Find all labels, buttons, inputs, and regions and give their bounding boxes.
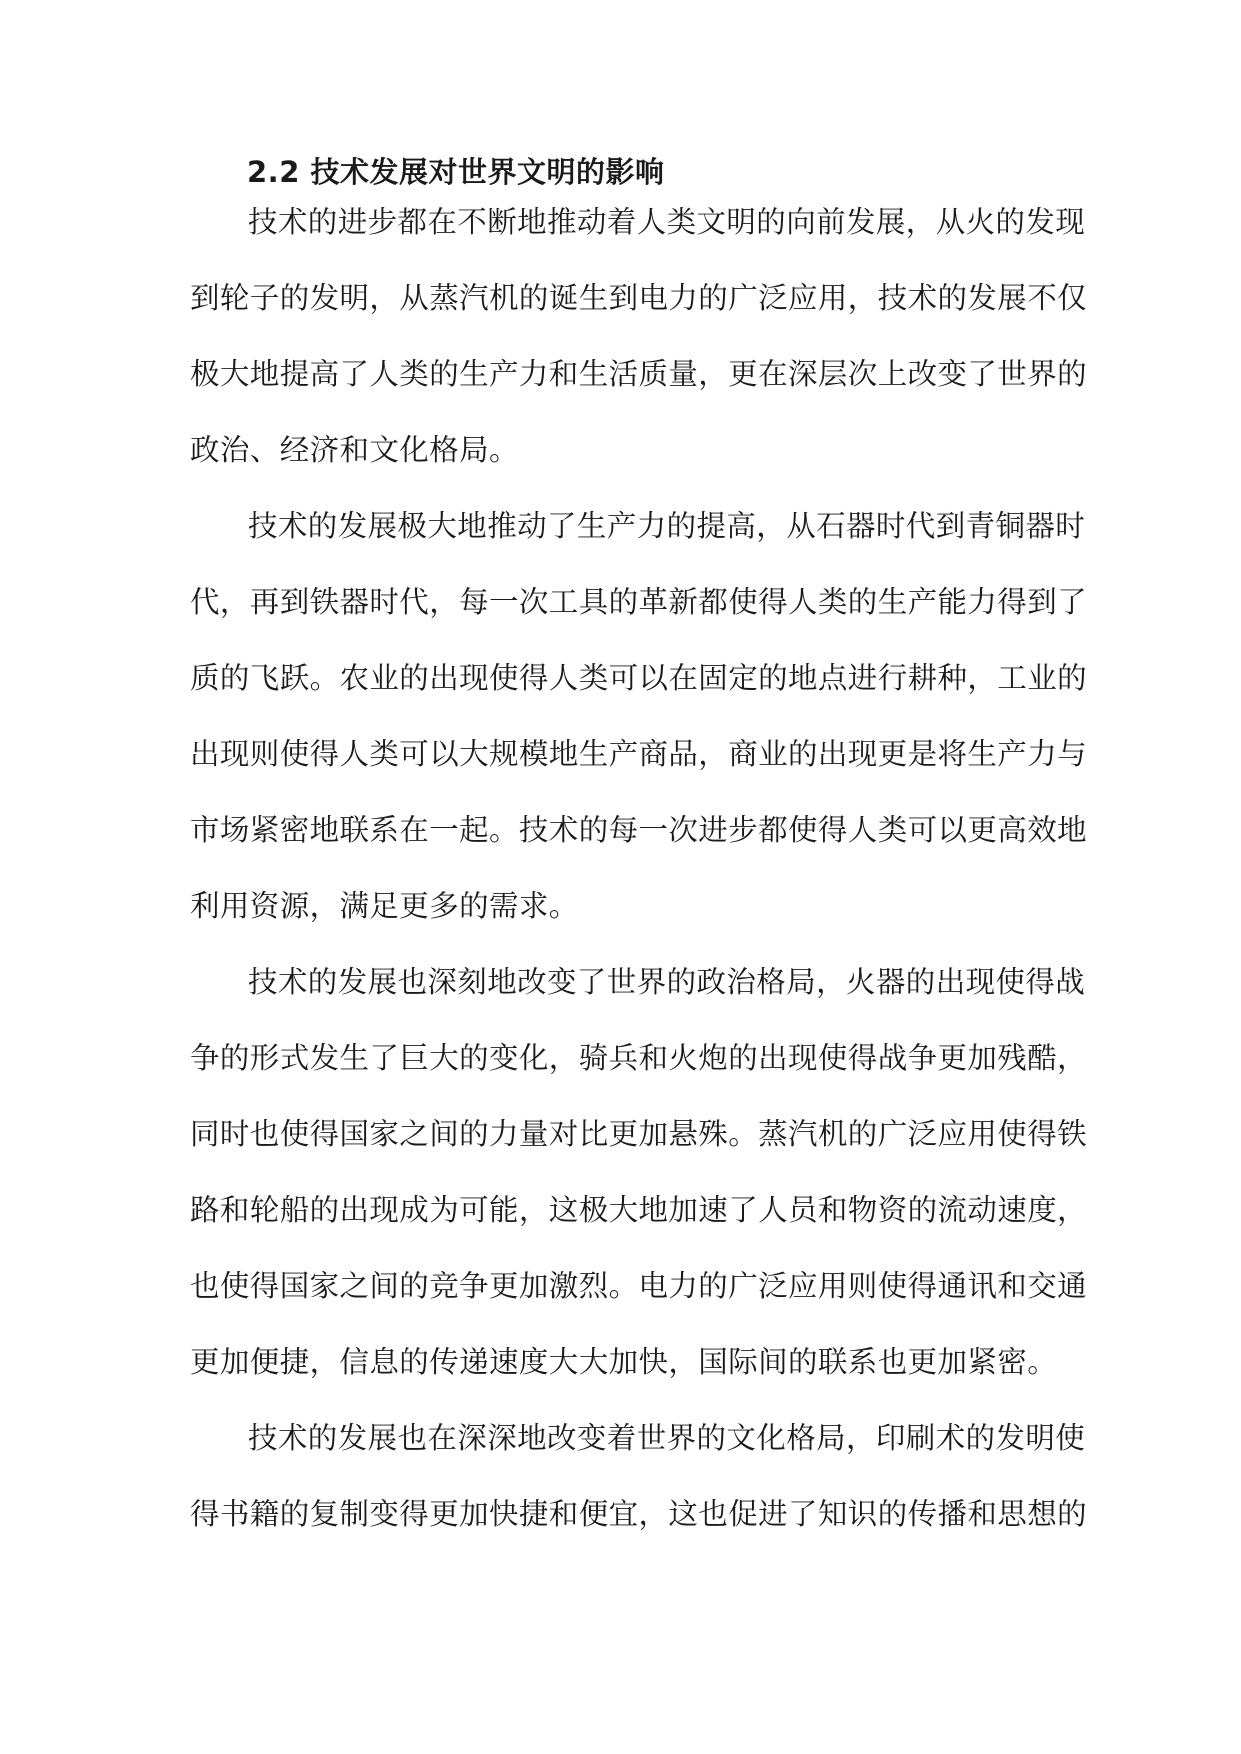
paragraph-line: 市场紧密地联系在一起。技术的每一次进步都使得人类可以更高效地 [190,813,1088,847]
paragraph-4 [190,1400,1088,1552]
paragraph-line: 利用资源，满足更多的需求。 [190,889,579,923]
paragraph-line: 路和轮船的出现成为可能，这极大地加速了人员和物资的流动速度， [190,1193,1088,1227]
paragraph-line: 争的形式发生了巨大的变化，骑兵和火炮的出现使得战争更加残酷， [190,1041,1088,1075]
paragraph-3 [190,944,1088,1400]
paragraph-line: 也使得国家之间的竞争更加激烈。电力的广泛应用则使得通讯和交通 [190,1269,1088,1303]
paragraph-line: 政治、经济和文化格局。 [190,433,519,467]
paragraph-1 [190,184,1088,488]
paragraph-line: 得书籍的复制变得更加快捷和便宜，这也促进了知识的传播和思想的 [190,1497,1088,1531]
paragraph-line: 技术的发展也在深深地改变着世界的文化格局，印刷术的发明使 [248,1421,1086,1455]
paragraph-line: 极大地提高了人类的生产力和生活质量，更在深层次上改变了世界的 [190,357,1088,391]
paragraph-line: 出现则使得人类可以大规模地生产商品，商业的出现更是将生产力与 [190,737,1088,771]
paragraph-line: 代，再到铁器时代，每一次工具的革新都使得人类的生产能力得到了 [190,585,1088,619]
section-heading: 2.2 技术发展对世界文明的影响 [247,155,665,189]
paragraph-line: 同时也使得国家之间的力量对比更加悬殊。蒸汽机的广泛应用使得铁 [190,1117,1088,1151]
paragraph-line: 质的飞跃。农业的出现使得人类可以在固定的地点进行耕种，工业的 [190,661,1088,695]
paragraph-line: 技术的发展极大地推动了生产力的提高，从石器时代到青铜器时 [248,509,1086,543]
paragraph-line: 技术的进步都在不断地推动着人类文明的向前发展，从火的发现 [248,205,1086,239]
paragraph-2 [190,488,1088,944]
paragraph-line: 到轮子的发明，从蒸汽机的诞生到电力的广泛应用，技术的发展不仅 [190,281,1088,315]
paragraph-line: 技术的发展也深刻地改变了世界的政治格局，火器的出现使得战 [248,965,1086,999]
paragraph-line: 更加便捷，信息的传递速度大大加快，国际间的联系也更加紧密。 [190,1345,1058,1379]
